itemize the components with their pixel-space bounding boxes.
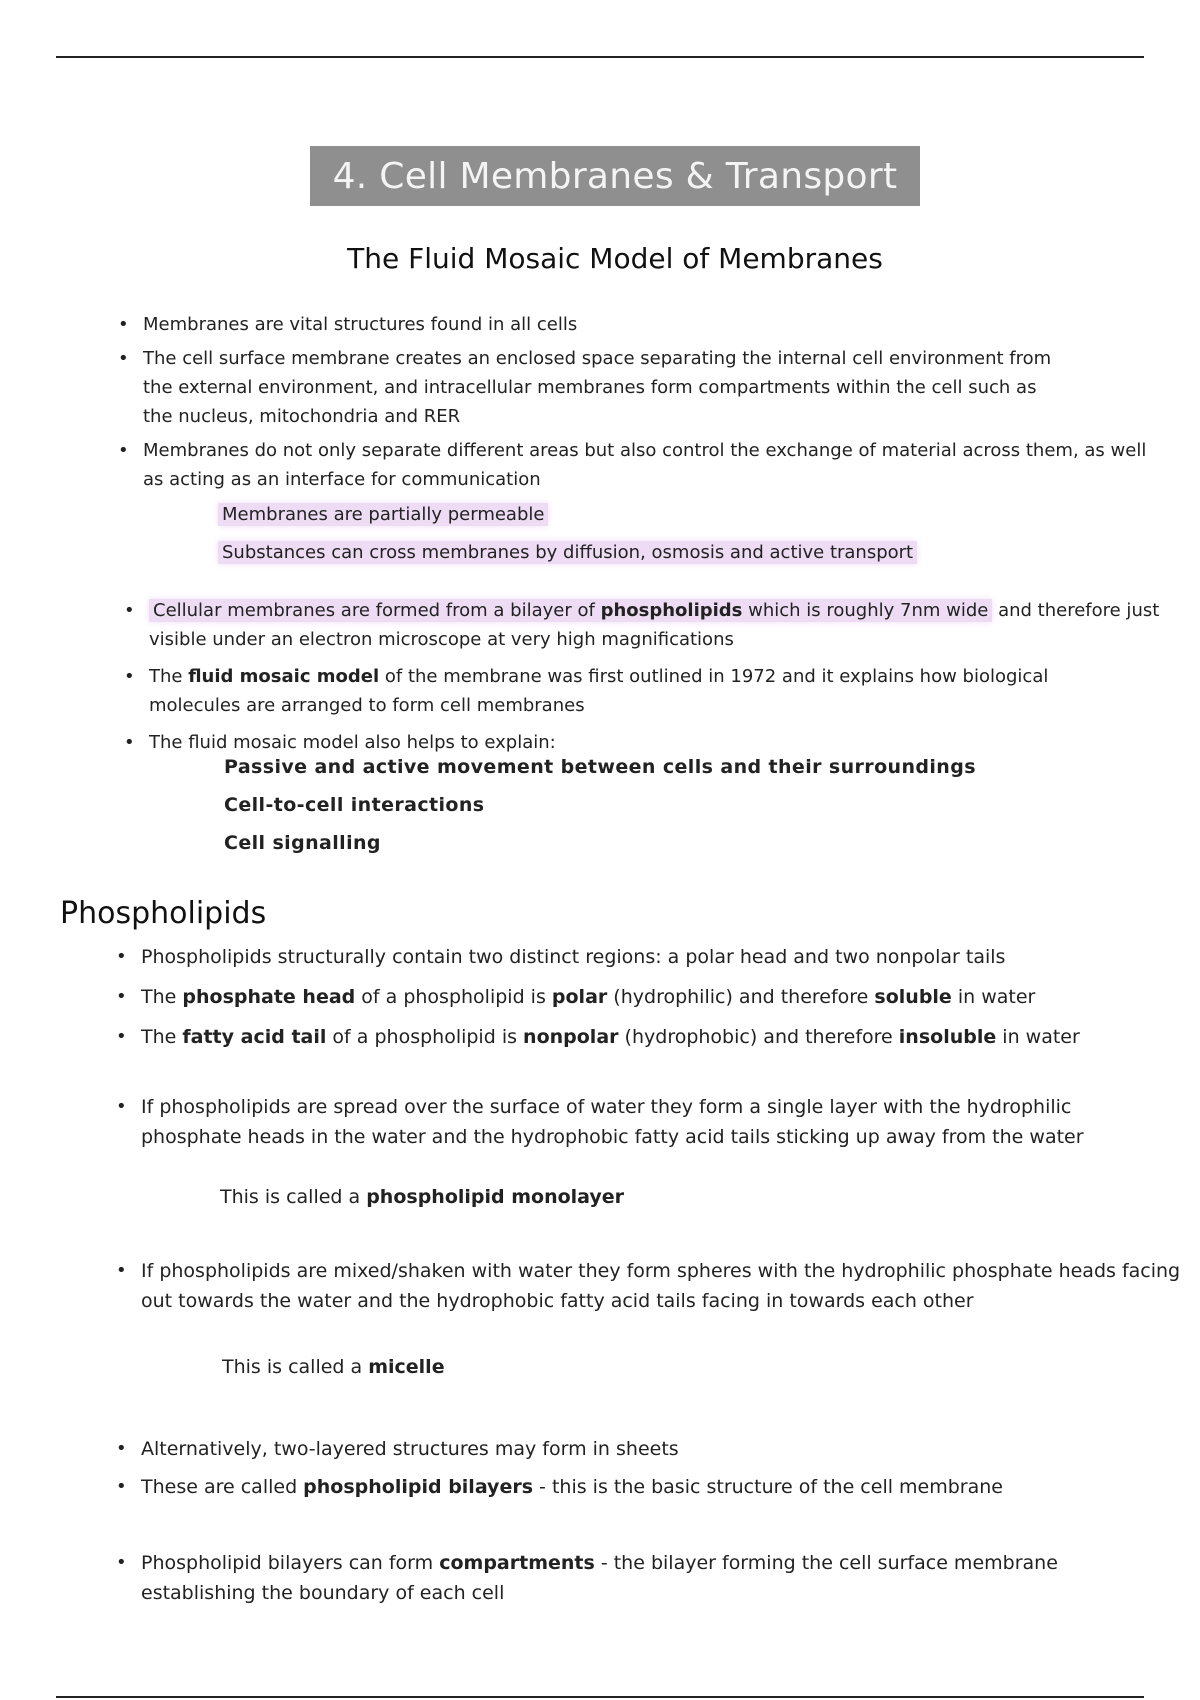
- bullet-icon: •: [118, 348, 129, 369]
- section-title-fluid-mosaic: The Fluid Mosaic Model of Membranes: [347, 242, 883, 275]
- bullet-icon: •: [124, 732, 135, 753]
- list-item: • Membranes do not only separate different areas but also control the exchange of material across them, as well as acting as an interface for communication: [118, 436, 1148, 494]
- list-item: • Phospholipids structurally contain two distinct regions: a polar head and two nonpolar tails: [116, 942, 1176, 972]
- section-title-phospholipids: Phospholipids: [60, 896, 267, 931]
- bullet-icon: •: [116, 1260, 127, 1281]
- sub-item: [218, 502, 548, 528]
- list-item: • If phospholipids are spread over the surface of water they form a single layer with the hydrophilic phosphate heads in the water and the hydrophobic fatty acid tails sticking up away from the water: [116, 1092, 1146, 1152]
- sub-item: Passive and active movement between cells and their surroundings: [224, 756, 976, 778]
- list-item: • The fatty acid tail of a phospholipid is nonpolar (hydrophobic) and therefore insoluble in water: [116, 1022, 1176, 1052]
- bottom-rule: [56, 1696, 1144, 1698]
- list-item: • The cell surface membrane creates an enclosed space separating the internal cell environment from the external environment, and intracellular membranes form compartments within the cell such as the nucleus, mitochondria and RER: [118, 344, 1058, 431]
- list-item: • The fluid mosaic model also helps to explain:: [124, 728, 1124, 757]
- list-item: • Phospholipid bilayers can form compartments - the bilayer forming the cell surface membrane establishing the boundary of each cell: [116, 1548, 1126, 1608]
- sub-item: This is called a micelle: [222, 1356, 445, 1378]
- bullet-icon: •: [116, 1026, 127, 1047]
- bullet-icon: •: [116, 1096, 127, 1117]
- list-item: • The phosphate head of a phospholipid is polar (hydrophilic) and therefore soluble in water: [116, 982, 1186, 1012]
- bullet-icon: •: [116, 1552, 127, 1573]
- sub-item: Cell signalling: [224, 832, 381, 854]
- bullet-icon: •: [116, 946, 127, 967]
- list-item: • Alternatively, two-layered structures may form in sheets: [116, 1434, 1116, 1464]
- sub-item: Cell-to-cell interactions: [224, 794, 485, 816]
- list-item: • Cellular membranes are formed from a bilayer of phospholipids which is roughly 7nm wide and therefore just visible under an electron microscope at very high magnifications: [124, 596, 1164, 654]
- list-item: • Membranes are vital structures found in all cells: [118, 310, 1118, 339]
- sub-item: This is called a phospholipid monolayer: [220, 1186, 625, 1208]
- list-item: • The fluid mosaic model of the membrane was first outlined in 1972 and it explains how biological molecules are arranged to form cell membranes: [124, 662, 1124, 720]
- list-item: • If phospholipids are mixed/shaken with water they form spheres with the hydrophilic phosphate heads facing out towards the water and the hydrophobic fatty acid tails facing in towards each other: [116, 1256, 1186, 1316]
- bullet-icon: •: [116, 1476, 127, 1497]
- top-rule: [56, 56, 1144, 58]
- bullet-icon: •: [116, 986, 127, 1007]
- bullet-icon: •: [124, 600, 135, 621]
- bullet-icon: •: [118, 314, 129, 335]
- bullet-icon: •: [116, 1438, 127, 1459]
- bullet-icon: •: [124, 666, 135, 687]
- list-item: • These are called phospholipid bilayers - this is the basic structure of the cell membrane: [116, 1472, 1186, 1502]
- sub-item: [218, 540, 917, 566]
- highlight-text: Substances can cross membranes by diffusion, osmosis and active transport: [218, 541, 917, 564]
- highlight-text: Membranes are partially permeable: [218, 503, 548, 526]
- chapter-title: 4. Cell Membranes & Transport: [310, 146, 920, 206]
- bullet-icon: •: [118, 440, 129, 461]
